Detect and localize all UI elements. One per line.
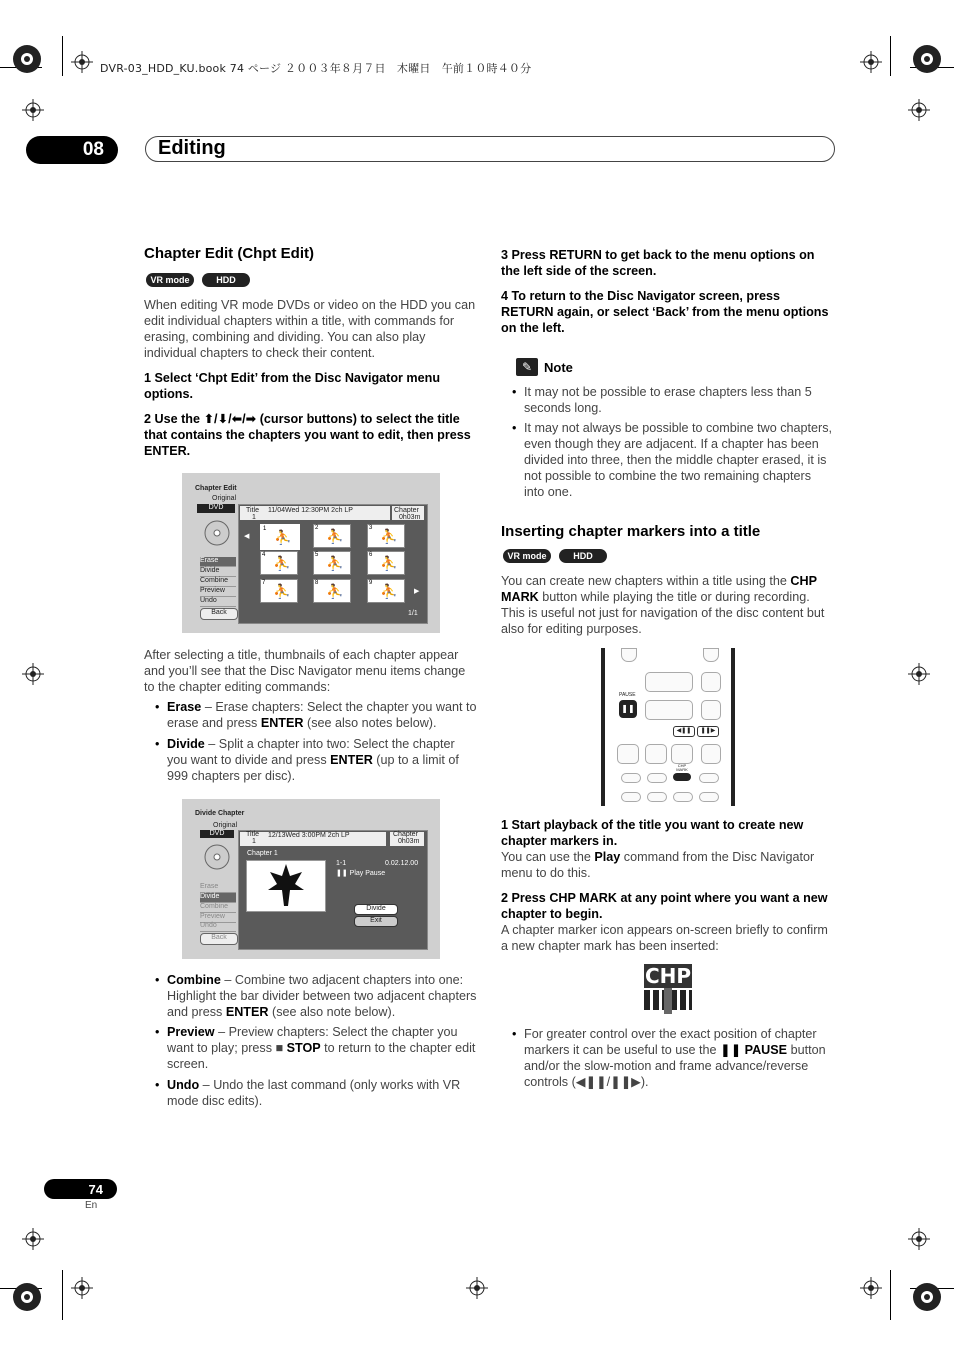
crosshair-icon bbox=[860, 51, 882, 73]
remote-button bbox=[673, 792, 693, 802]
exit-button[interactable]: Exit bbox=[354, 916, 398, 927]
step-1: 1 Select ‘Chpt Edit’ from the Disc Navigator menu options. bbox=[144, 371, 441, 401]
menu-back[interactable]: Back bbox=[200, 933, 238, 945]
chapter-marker-icon: CHP bbox=[644, 964, 692, 1014]
hdd-pill: HDD bbox=[202, 273, 250, 287]
title-number: 1 bbox=[252, 838, 256, 845]
screen-title: Chapter Edit bbox=[195, 485, 237, 492]
crop-mark bbox=[890, 36, 891, 76]
crosshair-icon bbox=[466, 1277, 488, 1299]
recording-info: 11/04Wed 12:30PM 2ch LP bbox=[268, 507, 353, 514]
chapter-number-badge: 08 bbox=[26, 136, 118, 164]
registration-target-icon bbox=[12, 1282, 42, 1312]
bullet-combine: • Combine – Combine two adjacent chapters into one: Highlight the bar divider between two adjacent chapters and press ENTER (see also note below). bbox=[167, 972, 477, 1020]
screen-title: Divide Chapter bbox=[195, 810, 245, 817]
remote-button bbox=[621, 773, 641, 783]
chapter-title: Editing bbox=[158, 137, 226, 159]
crosshair-icon bbox=[22, 663, 44, 685]
menu-combine[interactable]: Combine bbox=[200, 577, 236, 587]
remote-button bbox=[621, 792, 641, 802]
chapter-label: Chapter bbox=[393, 831, 418, 838]
remote-button bbox=[645, 744, 667, 764]
intro-paragraph: When editing VR mode DVDs or video on the HDD you can edit individual chapters within a title, with commands for erasing, combining and dividing. You can also play individual chapters to check their content. bbox=[144, 298, 476, 360]
step-4: 4 To return to the Disc Navigator screen, press RETURN again, or select ‘Back’ from the menu options on the left. bbox=[501, 289, 829, 335]
step-3: 3 Press RETURN to get back to the menu options on the left side of the screen. bbox=[501, 248, 815, 278]
crosshair-icon bbox=[22, 99, 44, 121]
disc-icon bbox=[203, 842, 231, 872]
menu-erase[interactable]: Erase bbox=[200, 557, 236, 567]
menu-erase[interactable]: Erase bbox=[200, 883, 236, 893]
menu-undo[interactable]: Undo bbox=[200, 597, 236, 607]
chp-mark-label: CHP MARK bbox=[676, 763, 688, 772]
remote-button bbox=[645, 672, 693, 692]
chapter-thumbnail[interactable]: 8 ⛹ bbox=[313, 579, 351, 603]
note-item: • It may not always be possible to combine two chapters, even though they are adjacent. If a chapter has been divided into three, then the middle chapter erased, it is not possible to combine the two remaining chapters into one. bbox=[524, 420, 834, 500]
remote-button bbox=[701, 672, 721, 692]
menu-undo[interactable]: Undo bbox=[200, 922, 236, 932]
remote-button bbox=[699, 773, 719, 783]
remote-button bbox=[645, 700, 693, 720]
recording-info: 12/13Wed 3:00PM 2ch LP bbox=[268, 832, 350, 839]
pause-label: PAUSE bbox=[619, 692, 636, 698]
crosshair-icon bbox=[908, 1228, 930, 1250]
step-1: 1 Start playback of the title you want to create new chapter markers in. bbox=[501, 818, 804, 848]
remote-button bbox=[617, 744, 639, 764]
chapter-thumbnail[interactable]: 2 ⛹ bbox=[313, 524, 351, 548]
hdd-pill: HDD bbox=[559, 549, 607, 563]
chapter-time: 0h03m bbox=[399, 514, 421, 521]
crop-mark bbox=[890, 1270, 891, 1320]
step-2-detail: A chapter marker icon appears on-screen briefly to confirm a new chapter mark has been inserted: bbox=[501, 923, 828, 953]
dvd-logo: DVD bbox=[197, 504, 235, 513]
menu-divide[interactable]: Divide bbox=[200, 567, 236, 577]
language-label: En bbox=[85, 1200, 98, 1211]
remote-button bbox=[647, 792, 667, 802]
title-number: 1 bbox=[252, 514, 256, 521]
note-label: Note bbox=[544, 360, 573, 375]
menu-back[interactable]: Back bbox=[200, 608, 238, 620]
remote-button bbox=[701, 744, 721, 764]
chapter-thumbnail[interactable]: 6 ⛹ bbox=[367, 551, 405, 575]
note-pencil-icon: ✎ bbox=[516, 358, 538, 376]
chp-mark-button[interactable] bbox=[673, 773, 691, 781]
menu-divide[interactable]: Divide bbox=[200, 893, 236, 903]
page-number-badge: 74 bbox=[44, 1179, 117, 1199]
play-status: ❚❚ Play Pause bbox=[336, 870, 386, 877]
crosshair-icon bbox=[22, 1228, 44, 1250]
slow-reverse-button[interactable]: ◀❚❚ bbox=[673, 726, 695, 737]
divide-button[interactable]: Divide bbox=[354, 904, 398, 915]
vr-mode-pill: VR mode bbox=[146, 273, 194, 287]
slow-forward-button[interactable]: ❚❚▶ bbox=[697, 726, 719, 737]
print-header: DVR-03_HDD_KU.book 74 ページ ２００３年８月７日 木曜日 午前１０時４０分 bbox=[100, 62, 532, 75]
crosshair-icon bbox=[908, 99, 930, 121]
chapter-thumbnail[interactable]: 5 ⛹ bbox=[313, 551, 351, 575]
scroll-right-icon[interactable]: ▶ bbox=[414, 588, 420, 595]
chapter-title-bar bbox=[145, 136, 835, 162]
section-heading: Chapter Edit (Chpt Edit) bbox=[144, 245, 314, 262]
crosshair-icon bbox=[860, 1277, 882, 1299]
intro-paragraph: You can create new chapters within a title using the CHP MARK button while playing the title or during recording. This is useful not just for navigation of the disc content but also for editing purposes. bbox=[501, 574, 825, 636]
crosshair-icon bbox=[71, 1277, 93, 1299]
menu-preview[interactable]: Preview bbox=[200, 913, 236, 923]
pause-button[interactable]: ❚❚ bbox=[619, 700, 637, 718]
chapter-thumbnail[interactable]: 9 ⛹ bbox=[367, 579, 405, 603]
chapter-thumbnail[interactable]: 1 ⛹ bbox=[260, 524, 300, 550]
menu-preview[interactable]: Preview bbox=[200, 587, 236, 597]
timecode: 0.02.12.00 bbox=[385, 860, 419, 867]
remote-button bbox=[671, 744, 693, 764]
registration-target-icon bbox=[912, 44, 942, 74]
title-label: Title bbox=[246, 507, 259, 514]
original-tab: Original bbox=[212, 495, 237, 502]
registration-target-icon bbox=[912, 1282, 942, 1312]
bullet-preview: • Preview – Preview chapters: Select the chapter you want to play; press ■ STOP to return to the chapter edit screen. bbox=[167, 1024, 477, 1072]
remote-button bbox=[621, 648, 637, 662]
bullet-erase: • Erase – Erase chapters: Select the chapter you want to erase and press ENTER (see also notes below). bbox=[167, 699, 477, 731]
bullet-undo: • Undo – Undo the last command (only works with VR mode disc edits). bbox=[167, 1077, 477, 1109]
maple-leaf-icon bbox=[266, 862, 306, 908]
note-item: • It may not be possible to erase chapters less than 5 seconds long. bbox=[524, 384, 834, 416]
registration-target-icon bbox=[12, 44, 42, 74]
scroll-left-icon[interactable]: ◀ bbox=[244, 533, 250, 540]
crosshair-icon bbox=[71, 51, 93, 73]
title-label: Title bbox=[246, 831, 259, 838]
step-1-detail: You can use the Play command from the Disc Navigator menu to do this. bbox=[501, 850, 815, 880]
chapter-time: 0h03m bbox=[398, 838, 420, 845]
chapter-thumbnail[interactable]: 3 ⛹ bbox=[367, 524, 405, 548]
step-2: 2 Press CHP MARK at any point where you want a new chapter to begin. bbox=[501, 891, 828, 921]
remote-illustration bbox=[601, 648, 735, 806]
tip-bullet: • For greater control over the exact position of chapter markers it can be useful to use the ❚❚ PAUSE button and/or the slow-motion and frame advance/reverse controls (◀❚❚/❚❚▶). bbox=[524, 1026, 834, 1090]
bullet-divide: • Divide – Split a chapter into two: Select the chapter you want to divide and press ENTER (up to a limit of 999 chapters per disc). bbox=[167, 736, 477, 784]
remote-button bbox=[647, 773, 667, 783]
page-indicator: 1/1 bbox=[408, 610, 418, 617]
crop-mark bbox=[62, 36, 63, 76]
crosshair-icon bbox=[908, 663, 930, 685]
remote-button bbox=[701, 700, 721, 720]
step-2: 2 Use the ⬆/⬇/⬅/➡ (cursor buttons) to select the title that contains the chapters you want to edit, then press ENTER. bbox=[144, 412, 471, 458]
vr-mode-pill: VR mode bbox=[503, 549, 551, 563]
chapter-thumbnail[interactable]: 7 ⛹ bbox=[260, 579, 298, 603]
chapter-line: Chapter 1 bbox=[247, 850, 278, 857]
crop-mark bbox=[62, 1270, 63, 1320]
dvd-logo: DVD bbox=[200, 830, 234, 838]
remote-button bbox=[699, 792, 719, 802]
original-tab: Original bbox=[213, 822, 238, 829]
chapter-thumbnail[interactable]: 4 ⛹ bbox=[260, 551, 298, 575]
menu-combine[interactable]: Combine bbox=[200, 903, 236, 913]
chapter-label: Chapter bbox=[394, 507, 419, 514]
chapter-position: 1-1 bbox=[336, 860, 347, 867]
after-select-paragraph: After selecting a title, thumbnails of each chapter appear and you’ll see that the Disc Navigator menu items change to the chapter editing commands: bbox=[144, 648, 466, 694]
remote-button bbox=[703, 648, 719, 662]
section-heading: Inserting chapter markers into a title bbox=[501, 523, 761, 540]
disc-icon bbox=[203, 518, 231, 548]
